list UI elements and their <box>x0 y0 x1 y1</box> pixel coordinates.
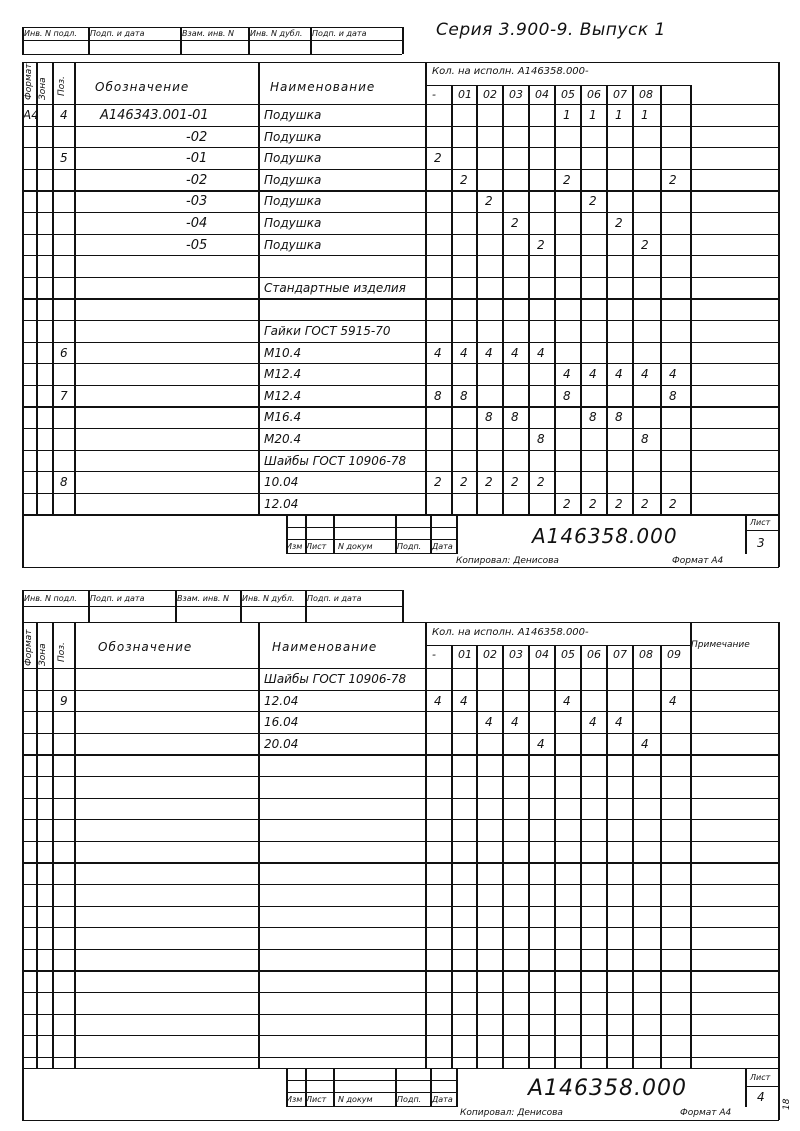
qty-cell: 2 <box>511 475 519 490</box>
qty-cell: 4 <box>669 367 677 382</box>
qty-cell: 4 <box>641 736 649 751</box>
document-number: А146358.000 <box>528 1076 688 1101</box>
qty-cell: 2 <box>485 194 493 209</box>
name-cell: Подушка <box>264 151 322 166</box>
qty-col-header: 05 <box>561 88 575 101</box>
qty-cell: 4 <box>434 345 442 360</box>
name-cell: 20.04 <box>264 736 299 751</box>
qty-col-header: 09 <box>667 648 681 661</box>
qty-cell: 4 <box>537 345 545 360</box>
qty-col-header: 04 <box>535 88 549 101</box>
qty-cell: 8 <box>537 432 545 446</box>
qty-col-header: 08 <box>639 648 653 661</box>
qty-col-header: 06 <box>587 648 601 661</box>
qty-cell: 2 <box>434 151 442 166</box>
col-pos-header: Поз. <box>57 642 67 662</box>
footer-label: Лист <box>306 1095 327 1104</box>
pos-cell: 6 <box>60 345 68 360</box>
qty-cell: 1 <box>563 108 571 122</box>
qty-cell: 4 <box>563 367 571 382</box>
name-cell: 12.04 <box>264 693 299 708</box>
qty-cell: 4 <box>460 345 468 360</box>
sheet-number: 4 <box>757 1090 765 1104</box>
designation-cell: -05 <box>186 237 208 253</box>
name-cell: Подушка <box>264 172 322 187</box>
qty-col-header: - <box>432 88 436 101</box>
name-cell: Подушка <box>264 129 322 144</box>
qty-cell: 2 <box>563 172 571 187</box>
qty-cell: 2 <box>511 216 519 230</box>
qty-cell: 4 <box>460 693 468 708</box>
stamp-label: Инв. N подл. <box>24 29 77 38</box>
name-cell: 10.04 <box>264 475 299 490</box>
designation-cell: -03 <box>186 194 208 210</box>
qty-cell: 1 <box>641 108 649 122</box>
stamp-label: Инв. N дубл. <box>250 29 303 38</box>
designation-cell: -02 <box>186 129 208 145</box>
name-cell: 12.04 <box>264 496 299 511</box>
name-cell: Гайки ГОСТ 5915-70 <box>264 324 391 338</box>
col-pos-header: Поз. <box>57 76 67 96</box>
col-designation-header: Обозначение <box>98 640 193 654</box>
copied-by: Копировал: Денисова <box>456 556 559 566</box>
stamp-label: Подп. и дата <box>90 29 145 38</box>
stamp-label: Подп. и дата <box>90 594 145 603</box>
col-zone-header: Зона <box>38 77 48 100</box>
qty-cell: 4 <box>511 345 519 360</box>
footer-label: Изм <box>286 542 303 551</box>
qty-cell: 2 <box>434 475 442 490</box>
name-cell: М16.4 <box>264 410 302 425</box>
qty-cell: 4 <box>669 693 677 708</box>
qty-col-header: 05 <box>561 648 575 661</box>
document-number: А146358.000 <box>532 524 678 548</box>
qty-cell: 2 <box>615 216 623 230</box>
name-cell: М12.4 <box>264 367 302 382</box>
qty-col-header: 04 <box>535 648 549 661</box>
col-qty-header: Кол. на исполн. А146358.000- <box>432 66 589 77</box>
qty-col-header: 07 <box>613 648 627 661</box>
designation-cell: -04 <box>186 216 208 231</box>
col-name-header: Наименование <box>270 80 376 94</box>
qty-cell: 2 <box>485 475 493 490</box>
name-cell: Подушка <box>264 237 322 252</box>
qty-cell: 8 <box>589 410 597 425</box>
qty-cell: 4 <box>589 367 597 382</box>
sheet-label: Лист <box>750 518 771 527</box>
qty-cell: 8 <box>485 410 493 425</box>
qty-cell: 2 <box>589 496 597 511</box>
qty-col-header: 01 <box>458 648 472 661</box>
qty-cell: 2 <box>460 172 468 187</box>
col-note-header: Примечание <box>691 640 750 650</box>
pos-cell: 7 <box>60 388 68 403</box>
qty-cell: 8 <box>511 410 519 425</box>
qty-cell: 2 <box>615 496 623 511</box>
name-cell: М20.4 <box>264 432 302 446</box>
qty-cell: 8 <box>669 388 677 403</box>
qty-cell: 4 <box>434 693 442 708</box>
qty-cell: 2 <box>669 172 677 187</box>
qty-cell: 4 <box>641 367 649 382</box>
pos-cell: 5 <box>60 151 68 166</box>
copied-by: Копировал: Денисова <box>460 1108 563 1118</box>
pos-cell: 8 <box>60 475 68 490</box>
name-cell: Подушка <box>264 108 322 122</box>
format-label: Формат А4 <box>680 1108 732 1118</box>
qty-cell: 2 <box>641 237 649 252</box>
stamp-label: Инв. N дубл. <box>242 594 295 603</box>
qty-cell: 4 <box>563 693 571 708</box>
name-cell: 16.04 <box>264 715 299 730</box>
name-cell: М12.4 <box>264 388 302 403</box>
qty-cell: 4 <box>537 736 545 751</box>
qty-cell: 2 <box>537 237 545 252</box>
qty-col-header: 08 <box>639 88 653 101</box>
qty-col-header: 01 <box>458 88 472 101</box>
stamp-label: Инв. N подл. <box>24 594 77 603</box>
footer-label: N докум <box>338 542 373 551</box>
footer-label: N докум <box>338 1095 373 1104</box>
qty-col-header: - <box>432 648 436 661</box>
qty-cell: 1 <box>589 108 597 122</box>
stamp-label: Подп. и дата <box>307 594 362 603</box>
footer-label: Дата <box>432 1095 453 1104</box>
stamp-label: Подп. и дата <box>312 29 367 38</box>
side-mark: 18 <box>782 1098 792 1110</box>
stamp-label: Взам. инв. N <box>182 29 234 38</box>
sheet-label: Лист <box>750 1073 771 1082</box>
designation-cell: А146343.001-01 <box>100 108 209 123</box>
footer-label: Дата <box>432 542 453 551</box>
col-format-header: Формат <box>24 63 34 100</box>
col-format-header: Формат <box>24 629 34 666</box>
footer-label: Подп. <box>397 1095 422 1104</box>
col-name-header: Наименование <box>272 640 378 654</box>
qty-cell: 4 <box>615 715 623 730</box>
col-designation-header: Обозначение <box>95 80 190 94</box>
qty-cell: 2 <box>669 496 677 511</box>
qty-col-header: 02 <box>483 88 497 101</box>
name-cell: Стандартные изделия <box>264 280 406 295</box>
qty-cell: 4 <box>485 345 493 360</box>
name-cell: М10.4 <box>264 345 302 360</box>
qty-col-header: 03 <box>509 88 523 101</box>
footer-label: Подп. <box>397 542 422 551</box>
qty-cell: 4 <box>589 715 597 730</box>
pos-cell: 4 <box>60 108 68 122</box>
qty-cell: 2 <box>589 194 597 209</box>
qty-cell: 8 <box>460 388 468 403</box>
name-cell: Подушка <box>264 216 322 230</box>
designation-cell: -01 <box>186 151 208 167</box>
qty-cell: 2 <box>460 475 468 490</box>
footer-label: Лист <box>306 542 327 551</box>
series-title: Серия 3.900-9. Выпуск 1 <box>436 20 666 40</box>
footer-label: Изм <box>286 1095 303 1104</box>
sheet-number: 3 <box>757 536 765 550</box>
format-label: Формат А4 <box>672 556 724 566</box>
stamp-label: Взам. инв. N <box>177 594 229 603</box>
qty-col-header: 07 <box>613 88 627 101</box>
pos-cell: 9 <box>60 693 68 708</box>
qty-cell: 8 <box>641 432 649 446</box>
qty-cell: 8 <box>434 388 442 403</box>
name-cell: Шайбы ГОСТ 10906-78 <box>264 672 407 686</box>
qty-col-header: 02 <box>483 648 497 661</box>
qty-col-header: 06 <box>587 88 601 101</box>
qty-cell: 4 <box>615 367 623 382</box>
qty-cell: 2 <box>641 496 649 511</box>
name-cell: Подушка <box>264 194 322 209</box>
name-cell: Шайбы ГОСТ 10906-78 <box>264 453 407 468</box>
qty-cell: 2 <box>537 475 545 490</box>
col-qty-header: Кол. на исполн. А146358.000- <box>432 627 589 638</box>
format-cell: А4 <box>23 108 39 122</box>
qty-cell: 2 <box>563 496 571 511</box>
qty-cell: 8 <box>615 410 623 425</box>
qty-col-header: 03 <box>509 648 523 661</box>
qty-cell: 4 <box>511 715 519 730</box>
qty-cell: 1 <box>615 108 623 122</box>
qty-cell: 4 <box>485 715 493 730</box>
col-zone-header: Зона <box>38 643 48 666</box>
designation-cell: -02 <box>186 172 208 188</box>
qty-cell: 8 <box>563 388 571 403</box>
